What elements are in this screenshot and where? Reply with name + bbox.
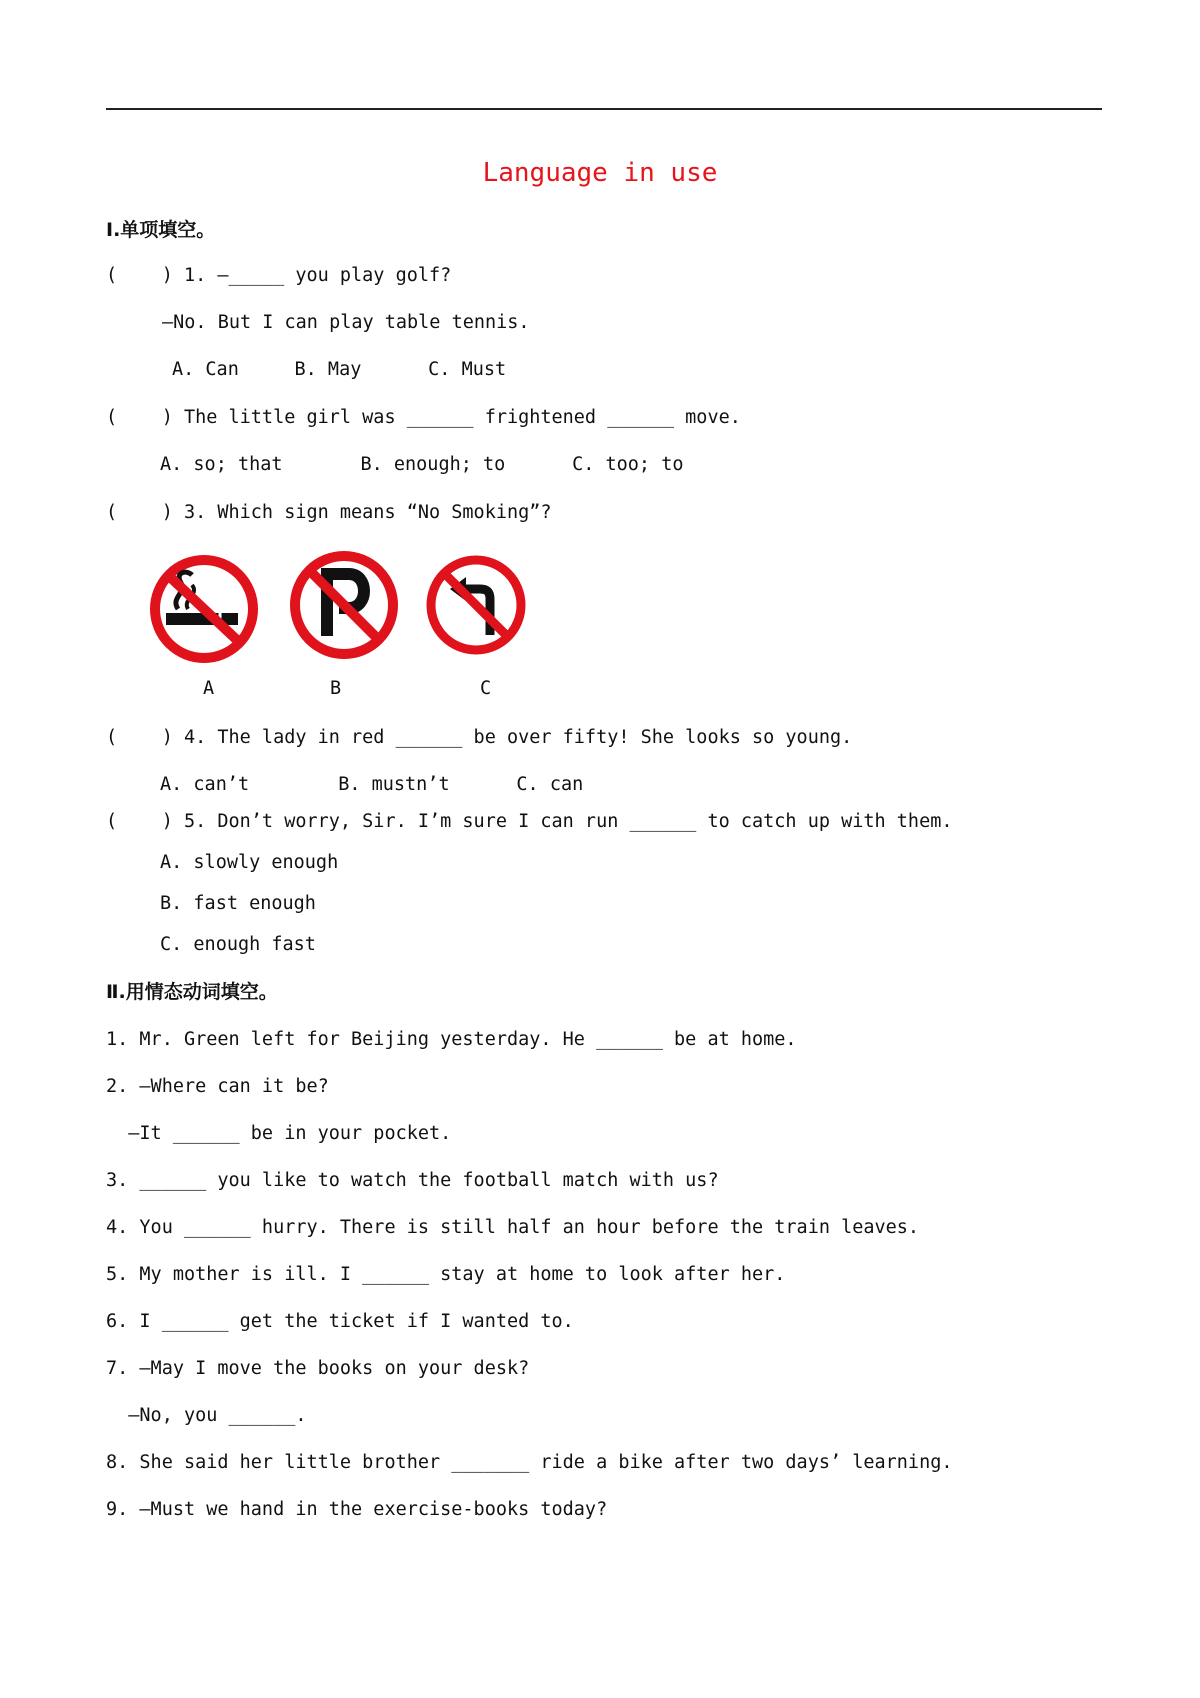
q5-option-b: B. fast enough (160, 893, 316, 914)
q1-options: A. Can B. May C. Must (172, 359, 507, 380)
q4-stem: ( ) 4. The lady in red ______ be over fifty! She looks so young. (106, 727, 853, 748)
s2-line-9: 9. —Must we hand in the exercise-books today? (106, 1499, 608, 1520)
s2-line-6: 6. I ______ get the ticket if I wanted to. (106, 1311, 574, 1332)
no-smoking-sign-icon (148, 553, 260, 665)
section-2-heading: Ⅱ.用情态动词填空。 (106, 981, 278, 1003)
s2-line-5: 5. My mother is ill. I ______ stay at home to look after her. (106, 1264, 786, 1285)
s2-line-2: 2. —Where can it be? (106, 1076, 329, 1097)
s2-line-8: 8. She said her little brother _______ ride a bike after two days’ learning. (106, 1452, 953, 1473)
s2-line-4: 4. You ______ hurry. There is still half an hour before the train leaves. (106, 1217, 920, 1238)
q2-stem: ( ) The little girl was ______ frightened ______ move. (106, 407, 741, 428)
section-1-heading: Ⅰ.单项填空。 (106, 219, 216, 241)
s2-line-2-answer: —It ______ be in your pocket. (106, 1123, 452, 1144)
s2-line-1: 1. Mr. Green left for Beijing yesterday. He ______ be at home. (106, 1029, 797, 1050)
q4-options: A. can’t B. mustn’t C. can (160, 774, 584, 795)
sign-label-a: A (203, 678, 215, 699)
s2-line-7-answer: —No, you ______. (106, 1405, 307, 1426)
top-rule (106, 108, 1102, 110)
sign-label-c: C (480, 678, 492, 699)
sign-label-b: B (330, 678, 342, 699)
q1-stem: ( ) 1. —_____ you play golf? (106, 265, 452, 286)
no-left-turn-sign-icon (424, 553, 528, 657)
q5-option-c: C. enough fast (160, 934, 316, 955)
s2-line-7: 7. —May I move the books on your desk? (106, 1358, 530, 1379)
s2-line-3: 3. ______ you like to watch the football match with us? (106, 1170, 719, 1191)
q3-stem: ( ) 3. Which sign means “No Smoking”? (106, 502, 552, 523)
no-parking-sign-icon (289, 550, 399, 660)
page-title: Language in use (482, 158, 718, 188)
q5-option-a: A. slowly enough (160, 852, 339, 873)
q2-options: A. so; that B. enough; to C. too; to (160, 454, 684, 475)
q5-stem: ( ) 5. Don’t worry, Sir. I’m sure I can run ______ to catch up with them. (106, 811, 953, 832)
q1-reply: —No. But I can play table tennis. (162, 312, 530, 333)
